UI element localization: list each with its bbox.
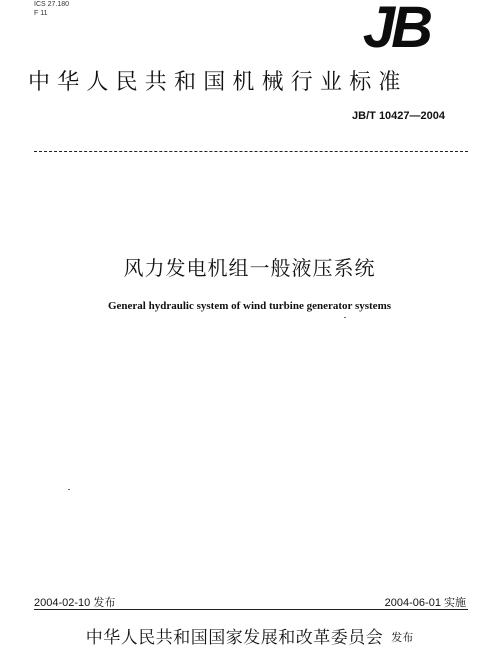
header-divider: [34, 151, 468, 152]
ccs-code: F 11: [34, 10, 48, 17]
ics-code: ICS 27.180: [34, 1, 70, 8]
jb-logo: JB: [362, 0, 430, 56]
publisher-name: 中华人民共和国国家发展和改革委员会: [85, 628, 384, 648]
footer-divider: [34, 609, 468, 610]
classification-codes: [34, 0, 69, 18]
publisher: [0, 627, 499, 649]
scan-speck: [344, 317, 346, 318]
org-title: 中华人民共和国机械行业标准: [28, 70, 408, 95]
publisher-suffix: 发布: [391, 631, 414, 644]
document-title-english: General hydraulic system of wind turbine generator systems: [107, 300, 392, 312]
issue-date: 2004-02-10 发布: [34, 597, 116, 609]
document-title-chinese: 风力发电机组一般液压系统: [123, 256, 376, 280]
implementation-date: 2004-06-01 实施: [384, 597, 466, 609]
scan-speck: [68, 489, 70, 490]
standard-number: JB/T 10427—2004: [352, 110, 445, 122]
